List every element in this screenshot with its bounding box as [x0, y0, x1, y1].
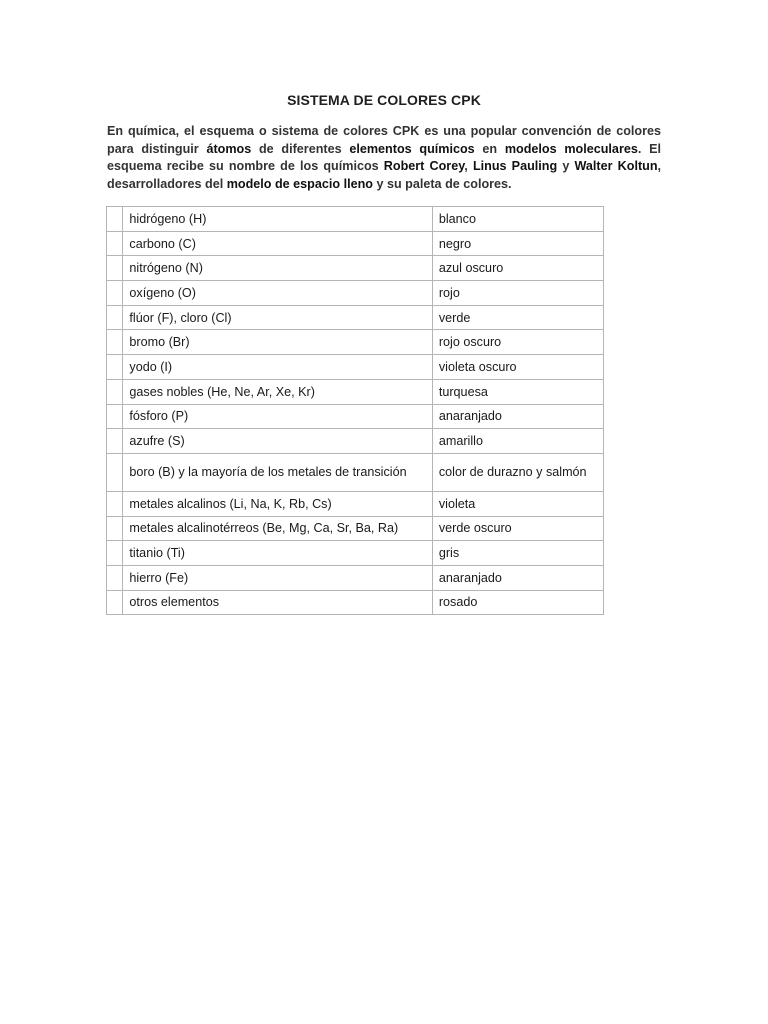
color-cell: violeta: [432, 491, 603, 516]
table-row: [107, 207, 604, 232]
intro-text: de diferentes: [251, 141, 350, 156]
row-marker-cell: [107, 541, 123, 566]
element-cell: gases nobles (He, Ne, Ar, Xe, Kr): [123, 379, 432, 404]
color-cell: rojo oscuro: [432, 330, 603, 355]
intro-text: ,: [464, 159, 473, 173]
intro-text: , desarrolladores del: [107, 159, 662, 191]
color-cell: anaranjado: [432, 404, 603, 429]
row-marker-cell: [107, 207, 123, 232]
intro-text: y su paleta de colores.: [372, 176, 512, 191]
row-marker-cell: [107, 516, 123, 541]
color-cell: anaranjado: [432, 565, 603, 590]
intro-link-atomos[interactable]: átomos: [206, 141, 252, 156]
table-row: [107, 453, 604, 491]
intro-paragraph: [107, 123, 661, 193]
color-cell: turquesa: [432, 379, 603, 404]
document-title: SISTEMA DE COLORES CPK: [287, 92, 481, 108]
row-marker-cell: [107, 590, 123, 615]
row-marker-cell: [107, 330, 123, 355]
color-cell: blanco: [432, 207, 603, 232]
intro-link-walter-koltun[interactable]: Walter Koltun: [574, 159, 658, 173]
row-marker-cell: [107, 231, 123, 256]
color-cell: verde oscuro: [432, 516, 603, 541]
intro-link-robert-corey[interactable]: Robert Corey: [383, 159, 465, 173]
element-cell: oxígeno (O): [123, 281, 432, 306]
table-row: [107, 256, 604, 281]
row-marker-cell: [107, 281, 123, 306]
intro-text: en: [474, 141, 505, 156]
element-cell: azufre (S): [123, 429, 432, 454]
element-cell: bromo (Br): [123, 330, 432, 355]
intro-link-linus-pauling[interactable]: Linus Pauling: [472, 159, 558, 173]
table-row: [107, 379, 604, 404]
element-cell: carbono (C): [123, 231, 432, 256]
element-cell: boro (B) y la mayoría de los metales de transición: [123, 453, 432, 491]
intro-text: . El esquema recibe su nombre de los químicos: [107, 141, 661, 173]
table-row: [107, 590, 604, 615]
intro-link-elementos-quimicos[interactable]: elementos químicos: [349, 141, 475, 156]
row-marker-cell: [107, 379, 123, 404]
table-row: [107, 429, 604, 454]
element-cell: otros elementos: [123, 590, 432, 615]
element-cell: flúor (F), cloro (Cl): [123, 305, 432, 330]
color-cell: rosado: [432, 590, 603, 615]
table-row: [107, 404, 604, 429]
row-marker-cell: [107, 305, 123, 330]
color-cell: amarillo: [432, 429, 603, 454]
table-row: [107, 330, 604, 355]
element-cell: hidrógeno (H): [123, 207, 432, 232]
color-cell: rojo: [432, 281, 603, 306]
table-row: [107, 355, 604, 380]
table-row: [107, 491, 604, 516]
color-cell: color de durazno y salmón: [432, 453, 603, 491]
element-cell: hierro (Fe): [123, 565, 432, 590]
intro-link-modelos-moleculares[interactable]: modelos moleculares: [504, 141, 638, 156]
intro-text: En química, el esquema o sistema de colores CPK es una popular convención de colores para distinguir: [107, 124, 661, 156]
element-cell: yodo (I): [123, 355, 432, 380]
element-cell: titanio (Ti): [123, 541, 432, 566]
element-cell: metales alcalinos (Li, Na, K, Rb, Cs): [123, 491, 432, 516]
table-row: [107, 305, 604, 330]
element-cell: nitrógeno (N): [123, 256, 432, 281]
element-cell: fósforo (P): [123, 404, 432, 429]
color-cell: negro: [432, 231, 603, 256]
row-marker-cell: [107, 453, 123, 491]
color-cell: violeta oscuro: [432, 355, 603, 380]
row-marker-cell: [107, 404, 123, 429]
table-row: [107, 565, 604, 590]
table-row: [107, 231, 604, 256]
row-marker-cell: [107, 355, 123, 380]
color-cell: gris: [432, 541, 603, 566]
intro-text: y: [557, 159, 575, 173]
table-row: [107, 541, 604, 566]
table-row: [107, 281, 604, 306]
row-marker-cell: [107, 429, 123, 454]
row-marker-cell: [107, 565, 123, 590]
cpk-color-table: [106, 206, 604, 615]
row-marker-cell: [107, 491, 123, 516]
row-marker-cell: [107, 256, 123, 281]
color-cell: azul oscuro: [432, 256, 603, 281]
table-row: [107, 516, 604, 541]
color-cell: verde: [432, 305, 603, 330]
intro-link-modelo-espacio-lleno[interactable]: modelo de espacio lleno: [226, 176, 373, 191]
element-cell: metales alcalinotérreos (Be, Mg, Ca, Sr, Ba, Ra): [123, 516, 432, 541]
